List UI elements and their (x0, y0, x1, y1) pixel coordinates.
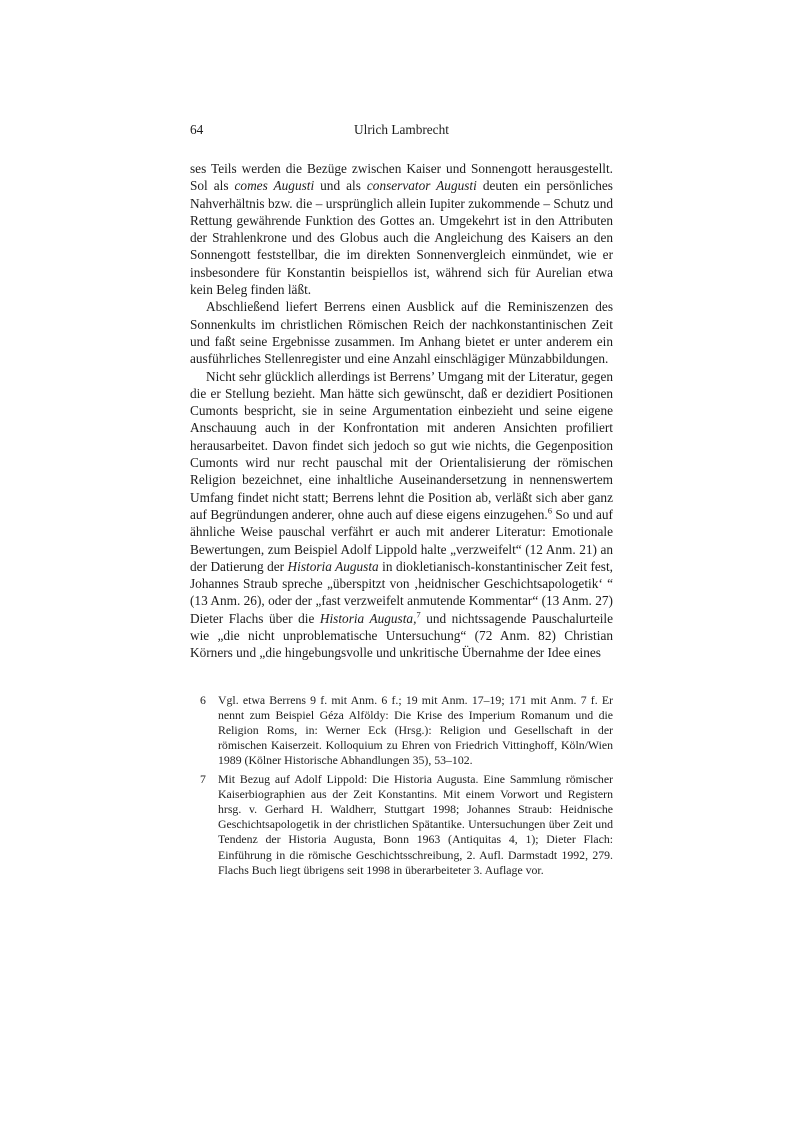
page-header (190, 121, 613, 138)
text-block (190, 121, 613, 881)
body-paragraph-3: Nicht sehr glücklich allerdings ist Berrens’ Umgang mit der Literatur, gegen die er Stellung bezieht. Man hätte sich gewünscht, daß er dezidiert Positionen Cumonts bespricht, sie in seine Argumentation einbezieht und seine eigene Anschauung auch in der Konfrontation mit anderen Ansichten profiliert herausarbeitet. Davon findet sich jedoch so gut wie nichts, die Gegenposition Cumonts wird nur recht pauschal mit der Orientalisierung der römischen Religion bezeichnet, eine inhaltliche Auseinandersetzung in nennenswertem Umfang findet nicht statt; Berrens lehnt die Position ab, verläßt sich aber ganz auf Begründungen anderer, ohne auch auf diese eigens einzugehen.$^6$ So und auf ähnliche Weise pauschal verfährt er auch mit anderer Literatur: Emotionale Bewertungen, zum Beispiel Adolf Lippold halte „verzweifelt“ (12 Anm. 21) an der Datierung der Historia Augusta in diokletianisch-konstantinischer Zeit fest, Johannes Straub spreche „überspitzt von ‚heidnischer Geschichtsapologetik‘ “ (13 Anm. 26), oder der „fast verzweifelt anmutende Kommentar“ (13 Anm. 27) Dieter Flachs über die Historia Augusta,$^7$ und nichtssagende Pauschalurteile wie „die nicht unproblematische Untersuchung“ (72 Anm. 82) Christian Körners und „die hingebungsvolle und unkritische Übernahme der Idee eines (190, 368, 614, 661)
footnotes-section (190, 693, 613, 878)
page-number: 64 (190, 122, 204, 137)
footnote-7 (190, 772, 613, 878)
footnote-text: Vgl. etwa Berrens 9 f. mit Anm. 6 f.; 19 mit Anm. 17–19; 171 mit Anm. 7 f. Er nennt zum Beispiel Géza Alföldy: Die Krise des Imperium Romanum und die Religion Roms, in: Werner Eck (Hrsg.): Religion und Gesellschaft in der römischen Kaiserzeit. Kolloquium zu Ehren von Friedrich Vittinghoff, Köln/Wien 1989 (Kölner Historische Abhandlungen 35), 53–102. (218, 692, 613, 768)
body-paragraph-1: ses Teils werden die Bezüge zwischen Kaiser und Sonnengott herausgestellt. Sol als comes Augusti und als conservator Augusti deuten ein persönliches Nahverhältnis bzw. die – ursprünglich allein Iupiter zukommende – Schutz und Rettung gewährende Funktion des Gottes an. Umgekehrt ist in den Attributen der Strahlenkrone und des Globus auch die Angleichung des Kaisers an den Sonnengott feststellbar, die im direkten Sonnenvergleich einmündet, wie er insbesondere für Konstantin beispiellos ist, während sich für Aurelian etwa kein Beleg finden läßt. (190, 161, 613, 298)
footnote-number: 6 (200, 692, 206, 707)
running-head: Ulrich Lambrecht (354, 122, 449, 137)
footnote-6 (190, 693, 613, 769)
body-paragraph-2: Abschließend liefert Berrens einen Ausblick auf die Reminiszenzen des Sonnenkults im christlichen Römischen Reich der nachkonstantinischen Zeit und faßt seine Ergebnisse zusammen. Im Anhang bietet er unter anderem ein ausführliches Stellenregister und eine Anzahl einschlägiger Münzabbildungen. (190, 299, 613, 367)
footnote-number: 7 (200, 771, 206, 786)
body-text (190, 160, 613, 662)
footnote-text: Mit Bezug auf Adolf Lippold: Die Historia Augusta. Eine Sammlung römischer Kaiserbiographien aus der Zeit Konstantins. Mit einem Vorwort und Registern hrsg. v. Gerhard H. Waldherr, Stuttgart 1998; Johannes Straub: Heidnische Geschichtsapologetik in der christlichen Spätantike. Untersuchungen über Zeit und Tendenz der Historia Augusta, Bonn 1963 (Antiquitas 4, 1); Dieter Flach: Einführung in die römische Geschichtsschreibung, 2. Aufl. Darmstadt 1992, 279. Flachs Buch liegt übrigens seit 1998 in überarbeiteter 3. Auflage vor. (218, 771, 613, 877)
